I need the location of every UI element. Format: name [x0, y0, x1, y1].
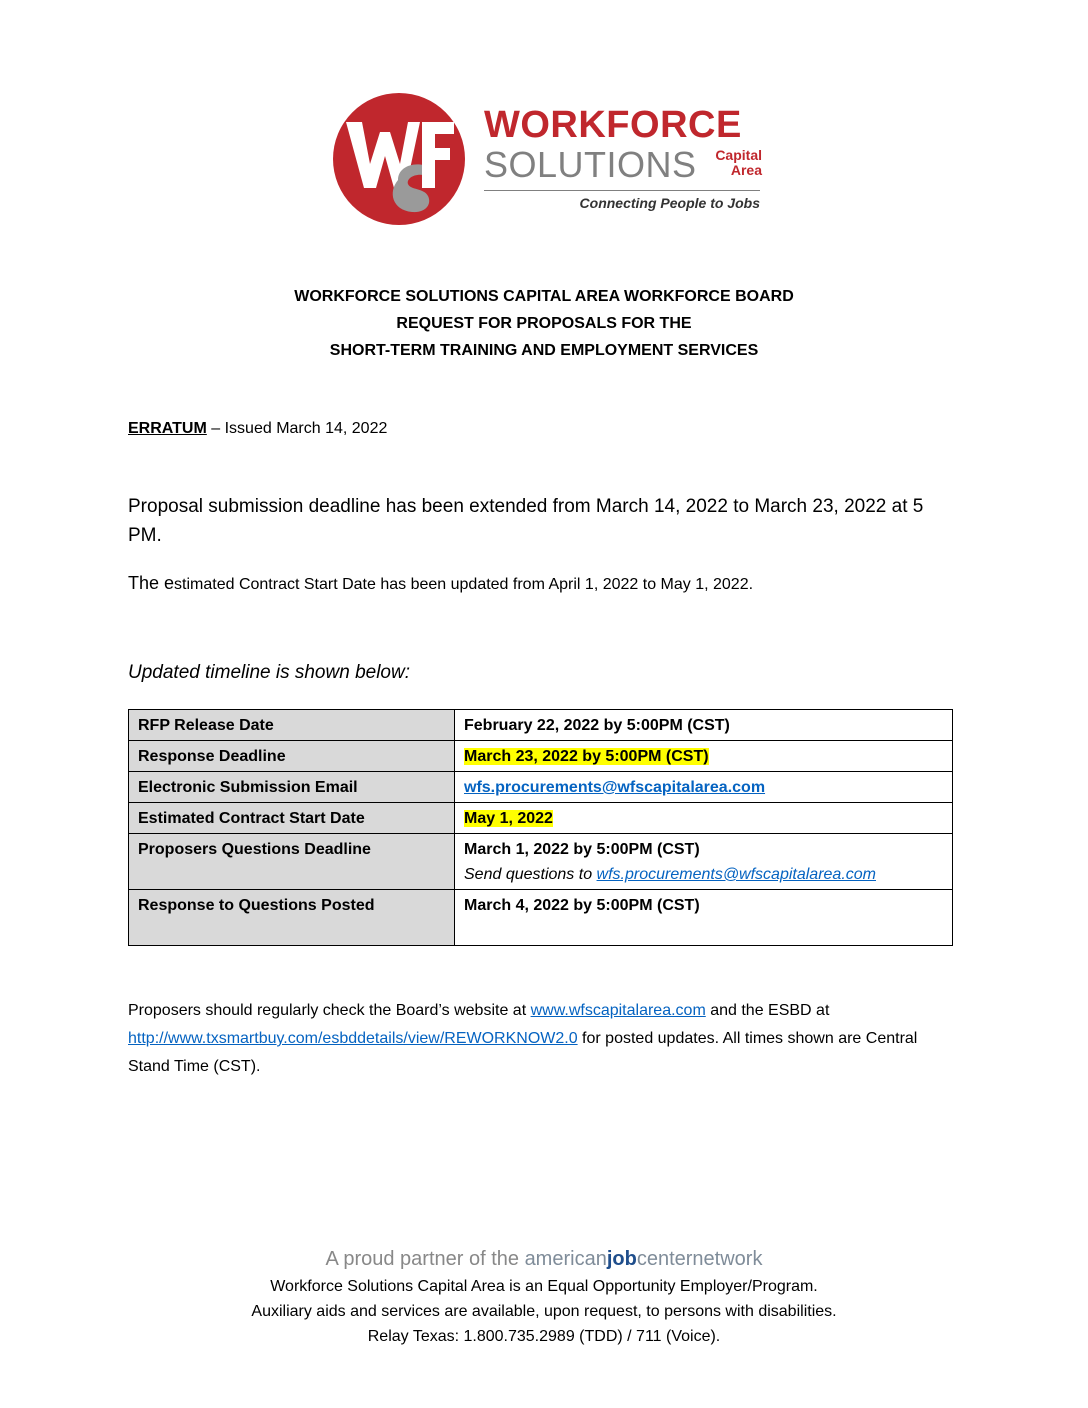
organization-logo — [328, 92, 768, 228]
row-value-cell — [455, 772, 953, 803]
highlighted-start-date: May 1, 2022 — [464, 810, 553, 827]
timeline-table — [128, 709, 953, 946]
row-value-cell — [455, 803, 953, 834]
heading-line-2: REQUEST FOR PROPOSALS FOR THE — [396, 315, 692, 332]
timeline-caption: Updated timeline is shown below: — [128, 662, 410, 683]
row-label: Response Deadline — [129, 741, 455, 772]
partner-prefix: A proud partner of the — [325, 1248, 525, 1270]
highlighted-deadline: March 23, 2022 by 5:00PM (CST) — [464, 748, 709, 765]
auxiliary-aids-statement: Auxiliary aids and services are available, upon request, to persons with disabilities. — [251, 1303, 837, 1320]
table-row — [129, 772, 953, 803]
ajc-center-text: center — [636, 1248, 693, 1270]
row-value: March 1, 2022 by 5:00PM (CST) — [464, 841, 700, 858]
submission-email-link[interactable]: wfs.procurements@wfscapitalarea.com — [464, 779, 766, 796]
row-label: Response to Questions Posted — [129, 890, 455, 946]
questions-note-text: Send questions to — [464, 866, 597, 883]
erratum-line — [128, 420, 387, 438]
eeo-statement: Workforce Solutions Capital Area is an Equal Opportunity Employer/Program. — [270, 1278, 818, 1295]
ajc-job-text: job — [606, 1248, 637, 1270]
esbd-link[interactable]: http://www.txsmartbuy.com/esbddetails/view/REWORKNOW2.0 — [128, 1030, 578, 1047]
erratum-issued-date: – Issued March 14, 2022 — [206, 420, 388, 437]
closing-text-1: Proposers should regularly check the Board’s website at — [128, 1002, 531, 1019]
closing-paragraph — [128, 997, 958, 1081]
table-row — [129, 890, 953, 946]
table-row — [129, 741, 953, 772]
closing-text-3: for posted updates. All times shown are Central Stand Time (CST). — [128, 1030, 918, 1075]
page-footer — [0, 1244, 1088, 1349]
row-value-cell — [455, 741, 953, 772]
start-date-paragraph — [128, 570, 958, 598]
partner-line — [0, 1244, 1088, 1274]
logo-capital-text: Capital — [715, 147, 762, 163]
board-website-link[interactable]: www.wfscapitalarea.com — [530, 1002, 706, 1019]
row-value: February 22, 2022 by 5:00PM (CST) — [455, 710, 953, 741]
row-label: Proposers Questions Deadline — [129, 834, 455, 890]
logo-area-text: Area — [730, 162, 762, 178]
wsf-logo-mark-icon — [328, 92, 470, 226]
logo-solutions-text: SOLUTIONS — [484, 144, 697, 185]
ajc-network-text: network — [692, 1248, 763, 1270]
table-row — [129, 710, 953, 741]
logo-capital-area — [715, 148, 762, 178]
document-heading — [0, 283, 1088, 364]
ajc-american-text: american — [524, 1248, 607, 1270]
deadline-extension-paragraph: Proposal submission deadline has been extended from March 14, 2022 to March 23, 2022 at 5 PM. — [128, 496, 924, 546]
start-date-paragraph-rest: stimated Contract Start Date has been updated from April 1, 2022 to May 1, 2022. — [174, 576, 754, 593]
erratum-label: ERRATUM — [128, 420, 207, 437]
relay-texas-line: Relay Texas: 1.800.735.2989 (TDD) / 711 (Voice). — [367, 1328, 721, 1345]
row-value-cell — [455, 834, 953, 890]
logo-workforce-text: WORKFORCE — [484, 104, 742, 146]
row-label: RFP Release Date — [129, 710, 455, 741]
closing-text-2: and the ESBD at — [705, 1002, 830, 1019]
start-date-paragraph-lead: The e — [128, 573, 175, 593]
table-row — [129, 803, 953, 834]
logo-wordmark — [484, 106, 766, 211]
row-label: Estimated Contract Start Date — [129, 803, 455, 834]
questions-email-link[interactable]: wfs.procurements@wfscapitalarea.com — [596, 866, 876, 883]
row-value: March 4, 2022 by 5:00PM (CST) — [455, 890, 953, 946]
logo-divider — [484, 190, 760, 191]
row-label: Electronic Submission Email — [129, 772, 455, 803]
logo-tagline: Connecting People to Jobs — [579, 195, 760, 211]
heading-line-1: WORKFORCE SOLUTIONS CAPITAL AREA WORKFORCE BOARD — [294, 288, 794, 305]
heading-line-3: SHORT-TERM TRAINING AND EMPLOYMENT SERVICES — [329, 342, 759, 359]
table-row — [129, 834, 953, 890]
questions-note — [464, 865, 944, 884]
